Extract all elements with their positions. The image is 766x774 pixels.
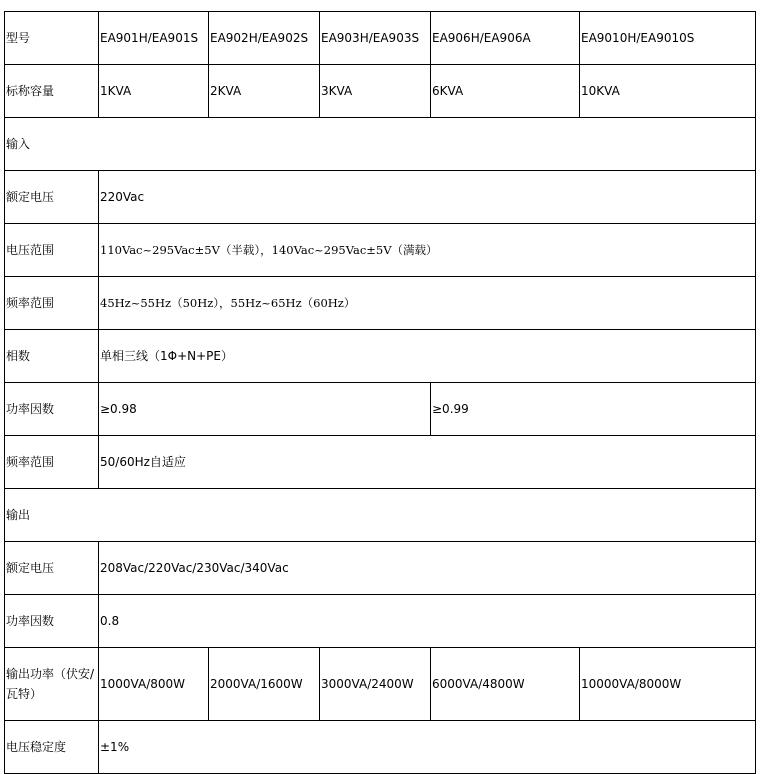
input-freq-range-value: 45Hz~55Hz（50Hz），55Hz~65Hz（60Hz） [99,277,756,330]
model-cell: EA902H/EA902S [209,12,320,65]
output-power-label: 输出功率（伏安/瓦特） [5,648,99,721]
input-voltage-range-value: 110Vac~295Vac±5V（半载），140Vac~295Vac±5V（满载） [99,224,756,277]
table-row [5,383,756,436]
output-power-factor-value: 0.8 [99,595,756,648]
capacity-cell: 2KVA [209,65,320,118]
input-rated-voltage-label: 额定电压 [5,171,99,224]
capacity-cell: 6KVA [431,65,580,118]
table-row [5,489,756,542]
input-phase-value: 单相三线（1Φ+N+PE） [99,330,756,383]
table-row [5,171,756,224]
input-freq-range-label: 频率范围 [5,277,99,330]
output-voltage-stability-label: 电压稳定度 [5,721,99,774]
table-row [5,436,756,489]
model-cell: EA9010H/EA9010S [580,12,756,65]
model-cell: EA901H/EA901S [99,12,209,65]
model-cell: EA903H/EA903S [320,12,431,65]
table-row [5,595,756,648]
input-power-factor-value-b: ≥0.99 [431,383,756,436]
table-row [5,65,756,118]
input-phase-label: 相数 [5,330,99,383]
output-rated-voltage-value: 208Vac/220Vac/230Vac/340Vac [99,542,756,595]
input-freq-adapt-value: 50/60Hz自适应 [99,436,756,489]
table-row [5,224,756,277]
output-rated-voltage-label: 额定电压 [5,542,99,595]
table-row [5,330,756,383]
model-cell: EA906H/EA906A [431,12,580,65]
output-power-cell: 3000VA/2400W [320,648,431,721]
input-voltage-range-label: 电压范围 [5,224,99,277]
input-rated-voltage-value: 220Vac [99,171,756,224]
table-row [5,721,756,774]
output-voltage-stability-value: ±1% [99,721,756,774]
table-row [5,542,756,595]
output-power-cell: 6000VA/4800W [431,648,580,721]
model-label: 型号 [5,12,99,65]
capacity-label: 标称容量 [5,65,99,118]
output-power-cell: 1000VA/800W [99,648,209,721]
input-power-factor-label: 功率因数 [5,383,99,436]
table-row [5,118,756,171]
input-freq-adapt-label: 频率范围 [5,436,99,489]
spec-table [4,11,756,774]
input-power-factor-value-a: ≥0.98 [99,383,431,436]
table-row [5,648,756,721]
output-section-header: 输出 [5,489,756,542]
output-power-factor-label: 功率因数 [5,595,99,648]
table-row [5,277,756,330]
input-section-header: 输入 [5,118,756,171]
output-power-cell: 2000VA/1600W [209,648,320,721]
table-row [5,12,756,65]
capacity-cell: 3KVA [320,65,431,118]
output-power-cell: 10000VA/8000W [580,648,756,721]
capacity-cell: 1KVA [99,65,209,118]
capacity-cell: 10KVA [580,65,756,118]
